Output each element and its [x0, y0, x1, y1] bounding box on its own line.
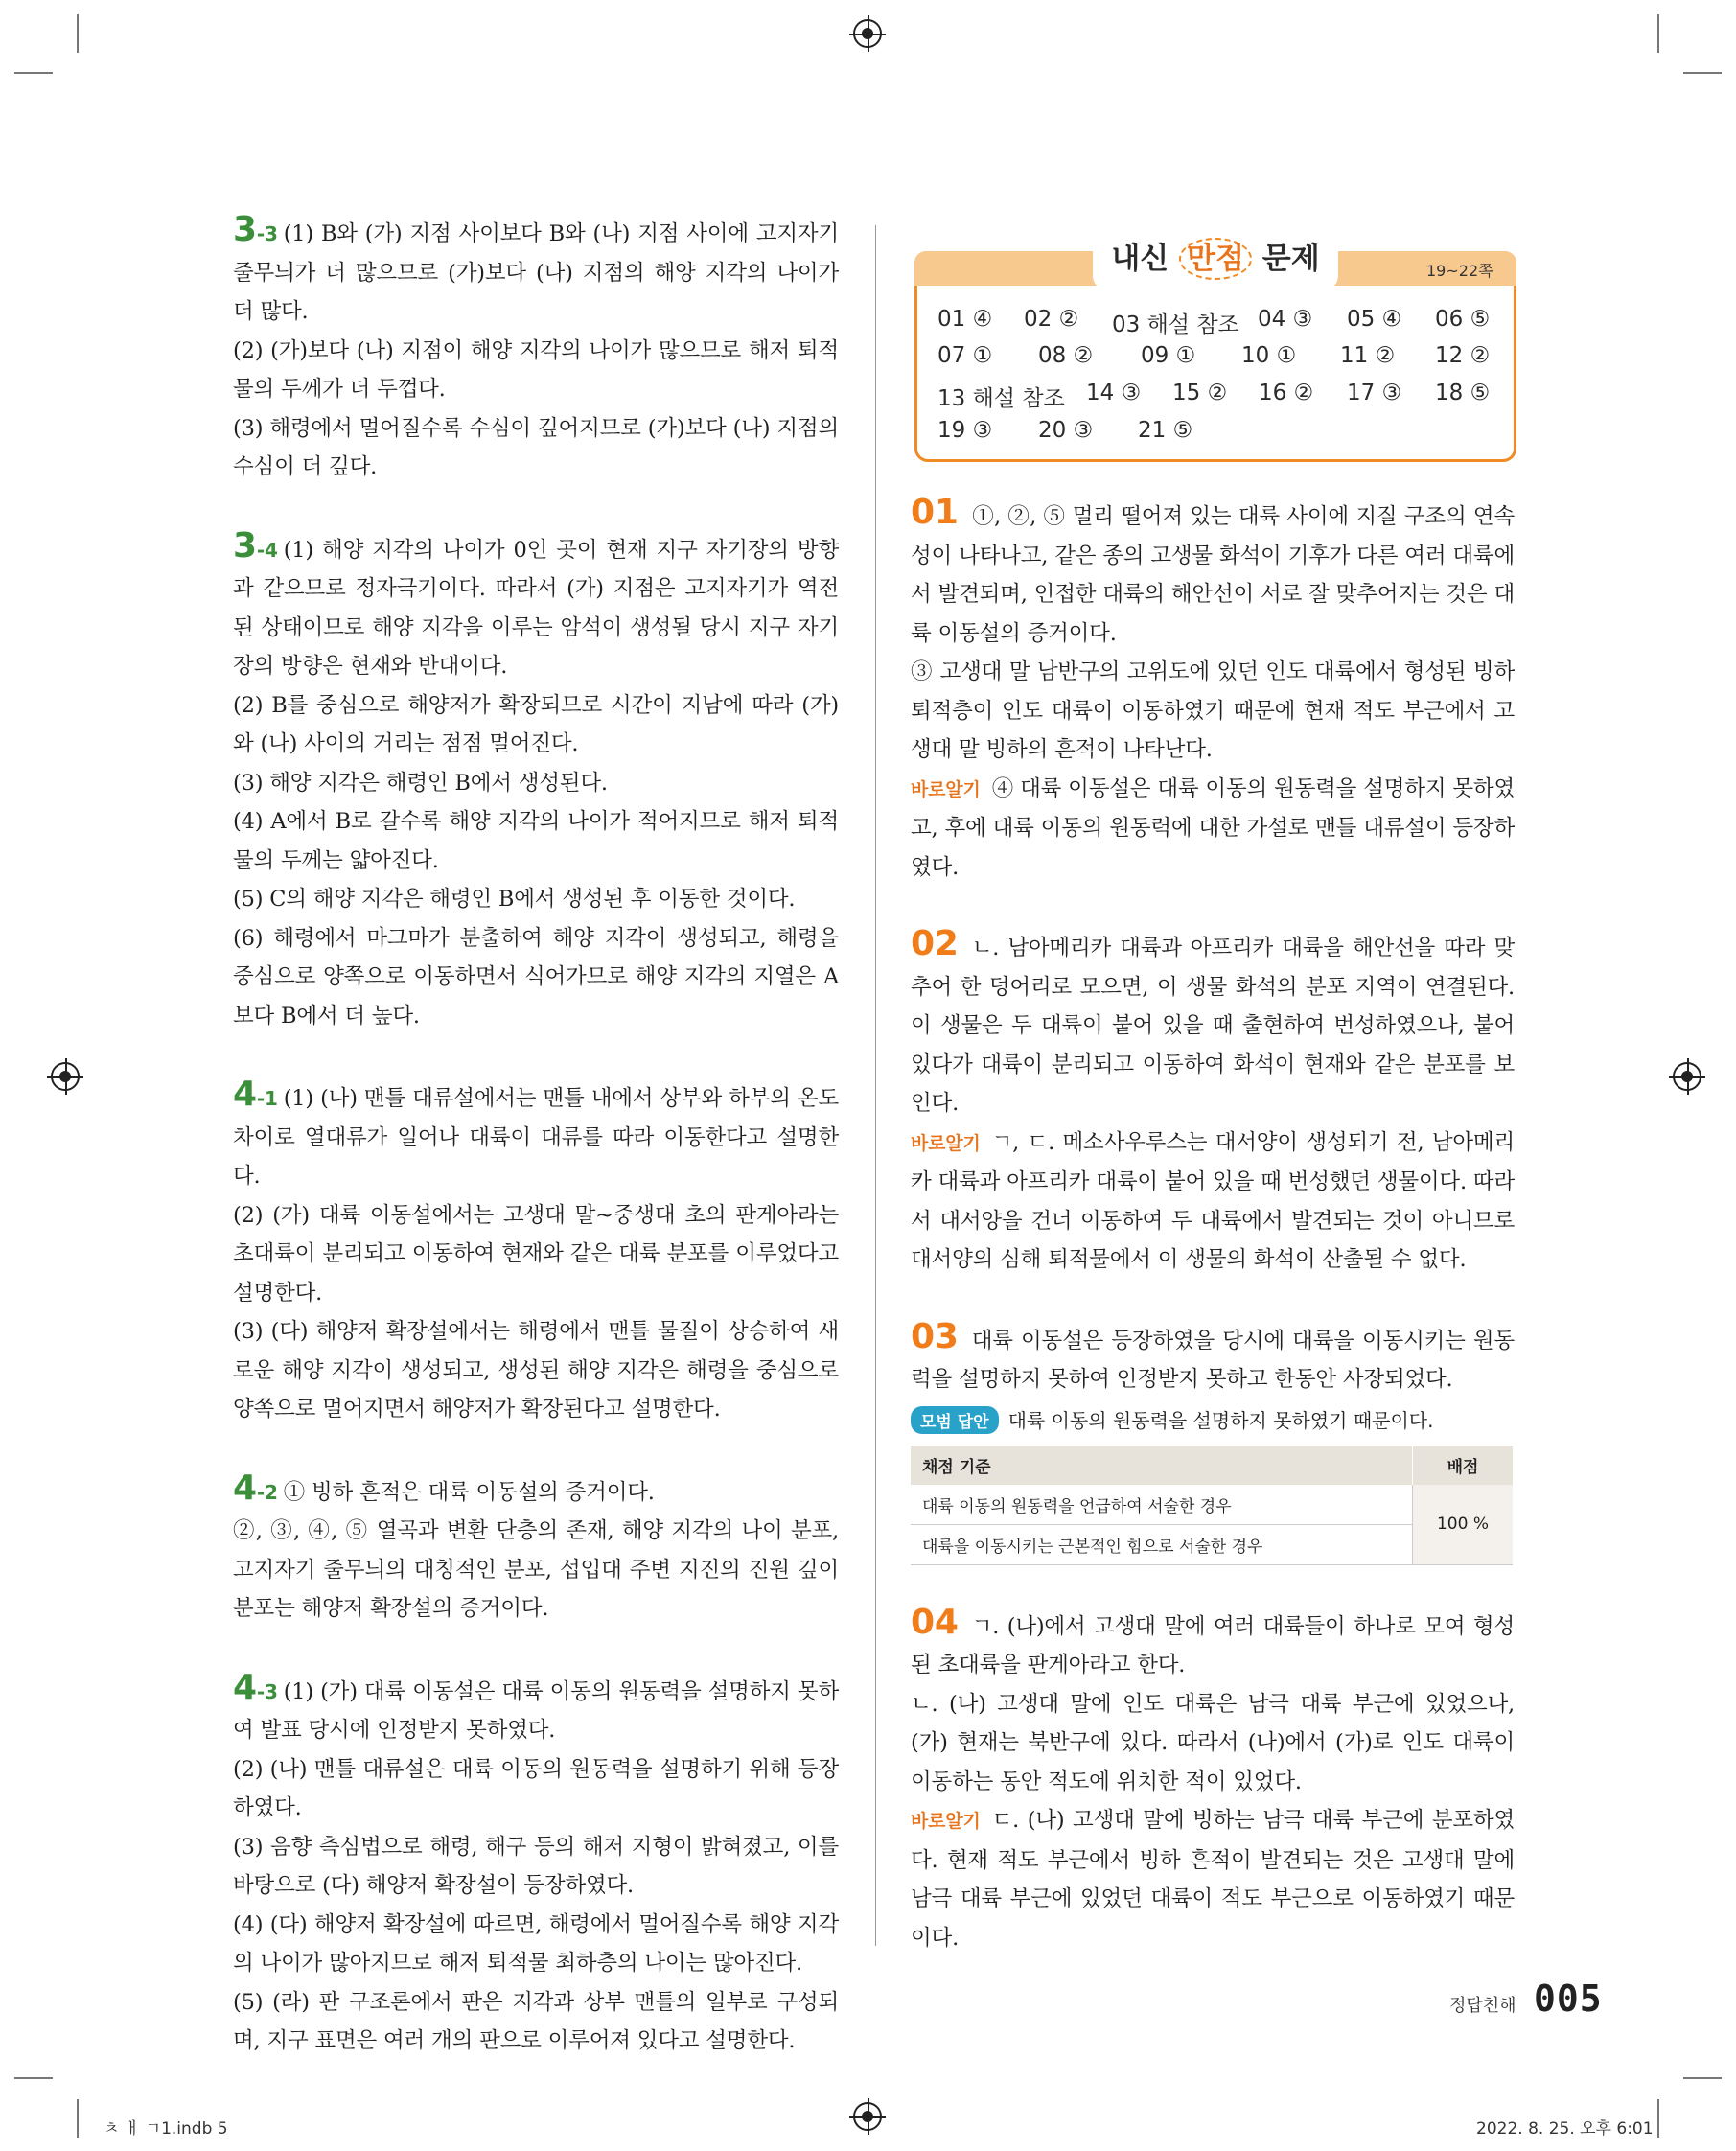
answer-item: 02 ②: [1024, 307, 1079, 332]
solution-text: ①, ②, ⑤ 멀리 떨어져 있는 대륙 사이에 지질 구조의 연속성이 나타나고, 같은 종의 고생물 화석이 기후가 다른 여러 대륙에서 발견되며, 인접한 대륙의 해안선이 서로 잘 맞추어지는 것은 대륙 이동설의 증거이다.: [911, 504, 1515, 646]
answer-summary-title: [1093, 234, 1338, 277]
answer-item: 19 ③: [937, 418, 993, 443]
correction-label: 바로알기: [911, 1132, 981, 1154]
correction-label: 바로알기: [911, 778, 981, 800]
answer-text: (1) B와 (가) 지점 사이보다 B와 (나) 지점 사이에 고지자기 줄무늬가 더 많으므로 (가)보다 (나) 지점의 해양 지각의 나이가 더 많다.: [233, 221, 839, 324]
question-number: 4: [233, 1075, 257, 1114]
model-answer-text: 대륙 이동의 원동력을 설명하지 못하였기 때문이다.: [1007, 1408, 1434, 1432]
answer-text: (1) 해양 지각의 나이가 0인 곳이 현재 지구 자기장의 방향과 같으므로 정자극기이다. 따라서 (가) 지점은 고지자기가 역전된 상태이므로 해양 지각을 이루는 암석이 생성될 당시 지구 자기장의 방향은 현재와 반대이다.: [233, 537, 839, 679]
answer-text: (3) (다) 해양저 확장설에서는 해령에서 맨틀 물질이 상승하여 새로운 해양 지각이 생성되고, 생성된 해양 지각은 해령을 중심으로 양쪽으로 멀어지면서 해양저가 확장된다고 설명한다.: [233, 1319, 839, 1422]
solution-number: 03: [911, 1316, 959, 1356]
solution-number: 04: [911, 1602, 959, 1642]
answer-item: 07 ①: [937, 343, 993, 368]
question-subnumber: -3: [256, 222, 278, 245]
crop-mark: [1683, 72, 1722, 74]
answer-text: (2) (나) 맨틀 대류설은 대륙 이동의 원동력을 설명하기 위해 등장하였다.: [233, 1756, 839, 1820]
question-subnumber: -1: [256, 1087, 278, 1110]
solution-04: [911, 1604, 1515, 1958]
solution-number: 01: [911, 493, 959, 532]
footer-book-title: 정답친해: [1449, 1996, 1516, 2016]
registration-mark-icon: [853, 2102, 882, 2131]
title-highlight: 만점: [1179, 238, 1252, 280]
answer-item: 15 ②: [1172, 381, 1228, 405]
scoring-criteria-header: 채점 기준: [911, 1446, 1413, 1485]
answer-text: (1) (가) 대륙 이동설은 대륙 이동의 원동력을 설명하지 못하여 발표 당시에 인정받지 못하였다.: [233, 1678, 839, 1743]
answer-text: (5) (라) 판 구조론에서 판은 지각과 상부 맨틀의 일부로 구성되며, 지구 표면은 여러 개의 판으로 이루어져 있다고 설명한다.: [233, 1989, 839, 2053]
question-subnumber: -4: [256, 538, 278, 562]
answer-text: (3) 해양 지각은 해령인 B에서 생성된다.: [233, 770, 608, 796]
answer-item: 03 해설 참조: [1112, 312, 1239, 337]
scoring-points-header: 배점: [1413, 1446, 1514, 1485]
answer-text: (3) 해령에서 멀어질수록 수심이 깊어지므로 (가)보다 (나) 지점의 수심이 더 깊다.: [233, 415, 839, 479]
answer-item: 17 ③: [1347, 381, 1402, 405]
answer-item: 09 ①: [1141, 343, 1196, 368]
question-number: 4: [233, 1667, 257, 1707]
model-answer-tag: 모범 답안: [911, 1406, 999, 1434]
solution-01: [911, 494, 1515, 887]
crop-mark: [1657, 2099, 1659, 2138]
answer-item: 06 ⑤: [1435, 307, 1491, 332]
answer-item: 21 ⑤: [1138, 418, 1193, 443]
answer-text: ① 빙하 흔적은 대륙 이동설의 증거이다.: [283, 1479, 655, 1505]
answer-item: 14 ③: [1086, 381, 1142, 405]
scoring-points: 100 %: [1413, 1485, 1514, 1565]
crop-mark: [1683, 2077, 1722, 2079]
answer-text: (2) (가)보다 (나) 지점이 해양 지각의 나이가 많으므로 해저 퇴적물의 두께가 더 두껍다.: [233, 337, 839, 402]
answer-4-1: [233, 1077, 839, 1429]
page-number: 005: [1534, 1978, 1603, 2020]
answer-text: (6) 해령에서 마그마가 분출하여 해양 지각이 생성되고, 해령을 중심으로 양쪽으로 이동하면서 식어가므로 해양 지각의 지열은 A보다 B에서 더 높다.: [233, 925, 839, 1029]
crop-mark: [77, 2099, 79, 2138]
solution-number: 02: [911, 924, 959, 963]
answer-text: (4) A에서 B로 갈수록 해양 지각의 나이가 적어지므로 해저 퇴적물의 두께는 얇아진다.: [233, 809, 839, 873]
answer-3-4: [233, 525, 839, 1036]
crop-mark: [77, 14, 79, 53]
question-number: 4: [233, 1468, 257, 1508]
answer-item: 11 ②: [1340, 343, 1396, 368]
left-column: [233, 210, 839, 2103]
answer-item: 20 ③: [1038, 418, 1094, 443]
answer-item: 12 ②: [1435, 343, 1491, 368]
solution-text: ㄴ. 남아메리카 대륙과 아프리카 대륙을 해안선을 따라 맞추어 한 덩어리로 모으면, 이 생물 화석의 분포 지역이 연결된다. 이 생물은 두 대륙이 붙어 있을 때 출현하여 번성하였으나, 붙어 있다가 대륙이 분리되고 이동하여 화석이 현재와 같은 분포를 보인다.: [911, 936, 1515, 1116]
answer-text: (1) (나) 맨틀 대류설에서는 맨틀 내에서 상부와 하부의 온도 차이로 열대류가 일어나 대륙이 대류를 따라 이동한다고 설명한다.: [233, 1086, 839, 1189]
answer-item: 16 ②: [1259, 381, 1314, 405]
answer-text: ②, ③, ④, ⑤ 열곡과 변환 단층의 존재, 해양 지각의 나이 분포, 고지자기 줄무늬의 대칭적인 분포, 섭입대 주변 지진의 진원 깊이 분포는 해양저 확장설의 증거이다.: [233, 1518, 839, 1621]
column-divider: [875, 225, 876, 1946]
registration-mark-icon: [1673, 1062, 1701, 1091]
answer-item: 04 ③: [1258, 307, 1313, 332]
answer-item: 18 ⑤: [1435, 381, 1491, 405]
answer-item: 05 ④: [1347, 307, 1402, 332]
answer-text: (4) (다) 해양저 확장설에 따르면, 해령에서 멀어질수록 해양 지각의 나이가 많아지므로 해저 퇴적물 최하층의 나이는 많아진다.: [233, 1911, 839, 1976]
print-slug-date: 2022. 8. 25. 오후 6:01: [1476, 2119, 1654, 2139]
scoring-table: [911, 1446, 1513, 1565]
solution-03: [911, 1318, 1515, 1565]
scoring-criteria-row: 대륙을 이동시키는 근본적인 힘으로 서술한 경우: [911, 1524, 1413, 1564]
answer-3-3: [233, 210, 839, 487]
crop-mark: [14, 2077, 53, 2079]
model-answer: [911, 1405, 1515, 1434]
question-subnumber: -2: [256, 1480, 278, 1504]
title-part: 문제: [1261, 242, 1320, 276]
correction-text: ㄱ, ㄷ. 메소사우루스는 대서양이 생성되기 전, 남아메리카 대륙과 아프리카 대륙이 붙어 있을 때 번성했던 생물이다. 따라서 대서양을 건너 이동하여 두 대륙에서 발견되는 것이 아니므로 대서양의 심해 퇴적물에서 이 생물의 화석이 산출될 수 없다.: [911, 1129, 1515, 1272]
answer-item: 01 ④: [937, 307, 993, 332]
solution-02: [911, 925, 1515, 1280]
answer-item: 13 해설 참조: [937, 386, 1065, 411]
correction-label: 바로알기: [911, 1811, 981, 1832]
title-part: 내신: [1111, 242, 1169, 276]
correction-text: ④ 대륙 이동설은 대륙 이동의 원동력을 설명하지 못하였고, 후에 대륙 이동의 원동력에 대한 가설로 맨틀 대류설이 등장하였다.: [911, 775, 1515, 880]
answer-text: (2) B를 중심으로 해양저가 확장되므로 시간이 지남에 따라 (가)와 (나) 사이의 거리는 점점 멀어진다.: [233, 692, 839, 756]
crop-mark: [14, 72, 53, 74]
page-range: 19~22쪽: [1426, 262, 1493, 280]
answer-4-3: [233, 1667, 839, 2061]
solution-text: ㄱ. (나)에서 고생대 말에 여러 대륙들이 하나로 모여 형성된 초대륙을 판게아라고 한다.: [911, 1613, 1515, 1677]
scoring-criteria-row: 대륙 이동의 원동력을 언급하여 서술한 경우: [911, 1485, 1413, 1525]
solution-text: 대륙 이동설은 등장하였을 당시에 대륙을 이동시키는 원동력을 설명하지 못하여 인정받지 못하고 한동안 사장되었다.: [911, 1328, 1515, 1392]
crop-mark: [1657, 14, 1659, 53]
answer-text: (2) (가) 대륙 이동설에서는 고생대 말~중생대 초의 판게아라는 초대륙이 분리되고 이동하여 현재와 같은 대륙 분포를 이루었다고 설명한다.: [233, 1202, 839, 1306]
question-number: 3: [233, 210, 257, 249]
registration-mark-icon: [51, 1062, 80, 1091]
print-slug-file: ㅊ ㅐ ㄱ1.indb 5: [104, 2119, 228, 2139]
answer-text: (3) 음향 측심법으로 해령, 해구 등의 해저 지형이 밝혀졌고, 이를 바탕으로 (다) 해양저 확장설이 등장하였다.: [233, 1834, 839, 1898]
answer-item: 08 ②: [1038, 343, 1094, 368]
solution-text: ㄴ. (나) 고생대 말에 인도 대륙은 남극 대륙 부근에 있었으나, (가) 현재는 북반구에 있다. 따라서 (나)에서 (가)로 인도 대륙이 이동하는 동안 적도에 위치한 적이 있었다.: [911, 1691, 1515, 1794]
question-number: 3: [233, 525, 257, 566]
solution-text: ③ 고생대 말 남반구의 고위도에 있던 인도 대륙에서 형성된 빙하 퇴적층이 인도 대륙이 이동하였기 때문에 현재 적도 부근에서 고생대 말 빙하의 흔적이 나타난다.: [911, 659, 1515, 762]
registration-mark-icon: [853, 19, 882, 48]
right-column: [911, 494, 1515, 1957]
correction-text: ㄷ. (나) 고생대 말에 빙하는 남극 대륙 부근에 분포하였다. 현재 적도 부근에서 빙하 흔적이 발견되는 것은 고생대 말에 남극 대륙 부근에 있었던 대륙이 적도 부근으로 이동하였기 때문이다.: [911, 1808, 1515, 1951]
answer-item: 10 ①: [1241, 343, 1297, 368]
answer-text: (5) C의 해양 지각은 해령인 B에서 생성된 후 이동한 것이다.: [233, 887, 796, 912]
question-subnumber: -3: [256, 1679, 278, 1703]
answer-4-2: [233, 1468, 839, 1629]
